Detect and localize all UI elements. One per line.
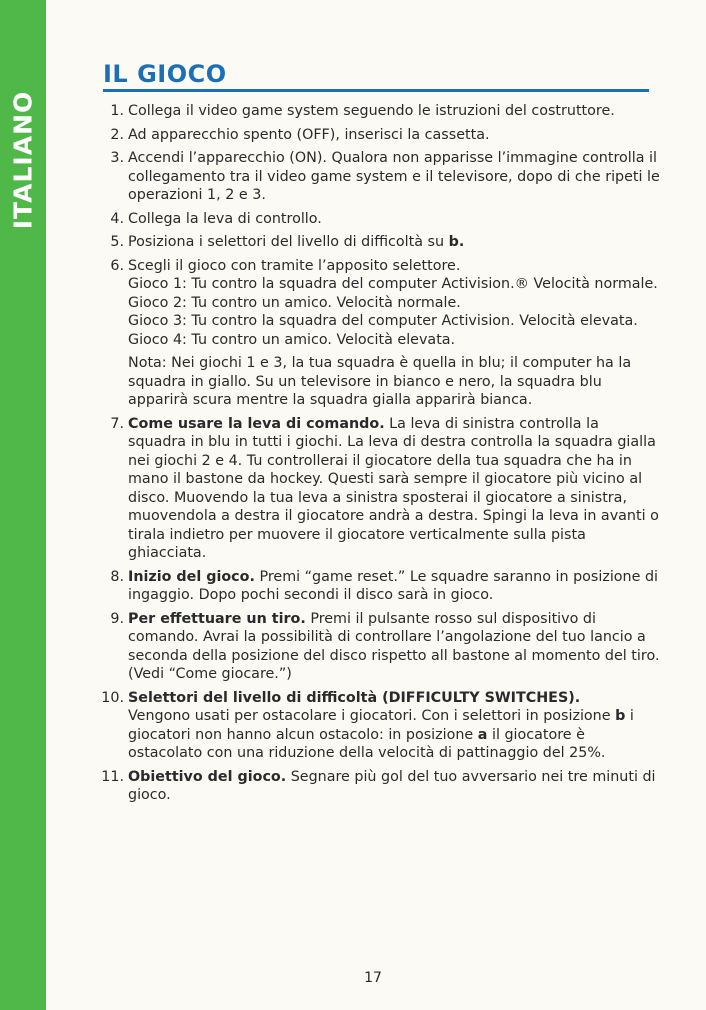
list-item	[100, 568, 660, 605]
item-text-part: i giocatori non hanno alcun ostacolo: in posizione	[128, 708, 634, 743]
item-number: 11.	[101, 768, 124, 785]
item-text-part: Vengono usati per ostacolare i giocatori. Con i selettori in posizione	[128, 708, 616, 724]
item-heading: Come usare la leva di comando.	[128, 415, 385, 432]
item-text-bold: a	[477, 726, 488, 743]
list-item	[100, 210, 660, 229]
item-text: Premi il pulsante rosso sul dispositivo di comando. Avrai la possibilità di controllare l’angolazione del tuo lancio a seconda della posizione del disco rispetto all bastone al momento del tiro. (Vedi “Come giocare.”)	[128, 610, 660, 682]
item-text: Ad apparecchio spento (OFF), inserisci la cassetta.	[128, 126, 490, 143]
list-item	[100, 689, 660, 763]
item-heading: Inizio del gioco.	[128, 568, 255, 585]
language-label: ITALIANO	[8, 90, 38, 230]
item-text: Premi “game reset.” Le squadre saranno in posizione di ingaggio. Dopo pochi secondi il disco sarà in gioco.	[128, 568, 658, 603]
item-text	[128, 707, 660, 763]
list-item	[100, 768, 660, 805]
list-item	[100, 233, 660, 252]
language-sidebar	[0, 0, 46, 1010]
list-item	[100, 126, 660, 145]
item-number: 10.	[101, 689, 124, 706]
list-item	[100, 102, 660, 121]
item-number: 4.	[110, 210, 124, 227]
item-number: 8.	[110, 568, 124, 585]
item-text-bold: b.	[448, 234, 465, 250]
item-text: Posiziona i selettori del livello di difficoltà su	[128, 234, 449, 250]
game-note: Nota: Nei giochi 1 e 3, la tua squadra è quella in blu; il computer ha la squadra in giallo. Su un televisore in bianco e nero, la squadra blu apparirà scura mentre la squadra gialla apparirà bianca.	[128, 355, 632, 408]
game-option: Gioco 3: Tu contro la squadra del computer Activision. Velocità elevata.	[128, 313, 638, 329]
item-number: 3.	[110, 150, 124, 166]
list-item	[100, 257, 660, 410]
item-number: 1.	[110, 103, 124, 119]
item-number: 9.	[110, 610, 124, 627]
item-number: 5.	[110, 234, 124, 250]
item-heading: Selettori del livello di difficoltà (DIFFICULTY SWITCHES).	[128, 689, 581, 706]
page-title: IL GIOCO	[103, 60, 227, 88]
item-text: La leva di sinistra controlla la squadra in blu in tutti i giochi. La leva di destra controlla la squadra gialla nei giochi 2 e 4. Tu controllerai il giocatore della tua squadra che ha in mano il bastone da hockey. Questi sarà sempre il giocatore più vicino al disco. Muovendo la tua leva a sinistra sposterai il giocatore a sinistra, muovendola a destra il giocatore andrà a destra. Spingi la leva in avanti o tirala indietro per muovere il giocatore verticalmente sulla pista ghiacciata.	[128, 415, 659, 561]
title-underline	[103, 89, 649, 92]
item-heading: Obiettivo del gioco.	[128, 768, 287, 785]
item-text: Segnare più gol del tuo avversario nei tre minuti di gioco.	[128, 768, 656, 803]
list-item	[100, 415, 660, 563]
item-text: Collega la leva di controllo.	[128, 210, 322, 227]
item-text: Scegli il gioco con tramite l’apposito selettore.	[128, 257, 461, 274]
item-text-part: il giocatore è ostacolato con una riduzione della velocità di pattinaggio del 25%.	[128, 726, 606, 761]
game-option: Gioco 4: Tu contro un amico. Velocità elevata.	[128, 331, 456, 348]
item-text-bold: b	[615, 708, 626, 724]
item-text: Accendi l’apparecchio (ON). Qualora non apparisse l’immagine controlla il collegamento tra il video game system e il televisore, dopo di che ripeti le operazioni 1, 2 e 3.	[128, 150, 660, 203]
item-text: Collega il video game system seguendo le istruzioni del costruttore.	[128, 103, 615, 119]
list-item	[100, 610, 660, 684]
page-number: 17	[364, 970, 382, 986]
item-number: 6.	[110, 257, 124, 274]
list-item	[100, 149, 660, 205]
item-heading: Per effettuare un tiro.	[128, 610, 306, 627]
instruction-list	[100, 102, 660, 810]
game-option: Gioco 2: Tu contro un amico. Velocità normale.	[128, 294, 461, 311]
item-number: 2.	[110, 126, 124, 143]
item-number: 7.	[110, 415, 124, 432]
game-option: Gioco 1: Tu contro la squadra del computer Activision.® Velocità normale.	[128, 276, 658, 292]
